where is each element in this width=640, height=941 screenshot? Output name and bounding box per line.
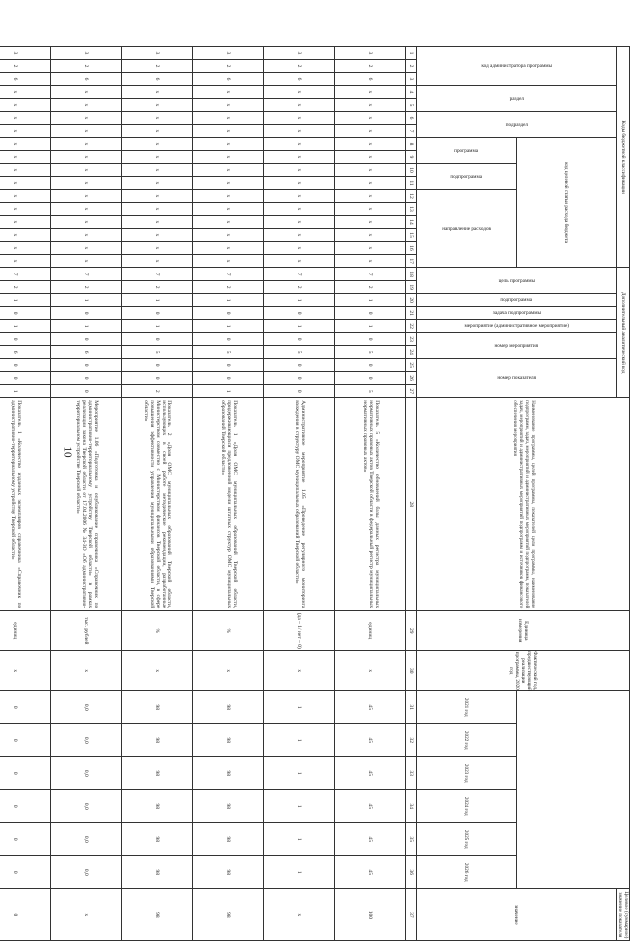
table-row [0,47,51,941]
header-kcsr-programma: программа [417,138,517,164]
table-row [335,47,406,941]
code-cell: x [193,125,264,138]
code-cell: 1 [122,320,193,333]
code-cell: x [122,190,193,203]
column-number: 22 [406,320,417,333]
year-value: 98 [193,790,264,823]
code-cell: x [335,177,406,190]
row-target: 98 [193,889,264,941]
code-cell: x [193,203,264,216]
code-cell: x [122,86,193,99]
column-number: 26 [406,372,417,385]
year-value: 0 [0,691,51,724]
column-number: 21 [406,307,417,320]
code-cell: 3 [122,47,193,60]
code-cell: 0 [264,359,335,372]
code-cell: 0 [122,307,193,320]
code-cell: x [51,177,122,190]
column-number: 27 [406,385,417,398]
column-number: 29 [406,611,417,651]
column-number: 28 [406,398,417,611]
code-cell: 2 [193,281,264,294]
code-cell: 2 [51,281,122,294]
header-meropriyatie: мероприятие (административное мероприятие) [417,320,617,333]
code-cell: 2 [335,281,406,294]
column-number: 13 [406,203,417,216]
year-value: 0,0 [51,790,122,823]
code-cell: x [264,255,335,268]
code-cell: x [335,86,406,99]
row-unit: единиц [0,611,51,651]
code-cell: x [264,125,335,138]
code-cell: 0 [51,307,122,320]
code-cell: 0 [0,307,51,320]
code-cell: x [264,242,335,255]
header-unit: Единица измерения [417,611,630,651]
code-cell: 0 [51,359,122,372]
year-value: 0 [0,823,51,856]
column-number: 17 [406,255,417,268]
year-value: 98 [122,724,193,757]
code-cell: x [122,125,193,138]
code-cell: 6 [0,346,51,359]
year-value: 98 [193,757,264,790]
code-cell: 5 [335,385,406,398]
header-target-value: значение [417,889,617,941]
code-cell: 6 [193,73,264,86]
year-value: 1 [264,691,335,724]
code-cell: x [193,242,264,255]
column-number: 6 [406,112,417,125]
code-cell: 0 [122,359,193,372]
code-cell: x [51,138,122,151]
column-number: 3 [406,73,417,86]
code-cell: x [122,99,193,112]
code-cell: x [264,112,335,125]
code-cell: x [193,86,264,99]
code-cell: 6 [122,73,193,86]
code-cell: 0 [335,372,406,385]
code-cell: 6 [335,73,406,86]
code-cell: x [122,177,193,190]
code-cell: x [335,138,406,151]
header-target-group: Целевое (суммарное) значение показателя [617,889,630,941]
code-cell: 1 [193,294,264,307]
column-number: 25 [406,359,417,372]
code-cell: x [51,229,122,242]
code-cell: x [0,164,51,177]
code-cell: x [0,203,51,216]
year-value: 1 [264,724,335,757]
code-cell: 7 [51,268,122,281]
code-cell: x [0,125,51,138]
code-cell: x [0,112,51,125]
code-cell: 3 [193,47,264,60]
code-cell: 5 [264,346,335,359]
code-cell: 0 [264,385,335,398]
code-cell: x [335,216,406,229]
year-value: 0 [0,757,51,790]
table-row [122,47,193,941]
code-cell: 6 [0,73,51,86]
column-number: 11 [406,177,417,190]
column-number: 18 [406,268,417,281]
code-cell: x [335,164,406,177]
row-target: 98 [122,889,193,941]
column-number: 32 [406,724,417,757]
code-cell: 3 [335,47,406,60]
code-cell: x [51,99,122,112]
header-zadacha: задача подпрограммы [417,307,617,320]
code-cell: x [51,216,122,229]
header-nomer-meropr: номер мероприятия [417,333,617,359]
year-value: 0 [0,790,51,823]
code-cell: 1 [0,294,51,307]
code-cell: 0 [193,359,264,372]
code-cell: x [335,151,406,164]
row-fact: x [264,651,335,691]
header-year-2022: 2022 год [417,724,517,757]
row-fact: x [51,651,122,691]
row-fact: x [335,651,406,691]
code-cell: x [122,255,193,268]
code-cell: x [264,216,335,229]
row-fact: x [193,651,264,691]
code-cell: 2 [264,281,335,294]
code-cell: 7 [264,268,335,281]
year-value: 98 [193,856,264,889]
year-value: 1 [264,790,335,823]
header-budget-codes: Коды бюджетной классификации [617,47,630,268]
code-cell: x [0,86,51,99]
code-cell: 1 [193,320,264,333]
code-cell: x [122,138,193,151]
column-number: 16 [406,242,417,255]
header-name: Наименование программы, целей программы, показателей цели программы, наименование подпрограмм, задач, мероприятий и административных мероприятий подпрограмм, показателей задач, мероприятий и административных мероприятий подпрограмм и источников финансового обеспечения мероприятия [417,398,630,611]
year-value: 0 [0,856,51,889]
code-cell: 6 [51,73,122,86]
year-value: 0,0 [51,724,122,757]
code-cell: x [51,151,122,164]
row-name: Показатель 1 «Доля ОМС муниципальных образований Тверской области, придерживающихся предложенной модели штатных структур ОМС муниципальных образований Тверской области» [193,398,264,611]
code-cell: x [264,151,335,164]
column-number-row [406,47,417,941]
row-name: Показатель 2 «Доля ОМС муниципальных образований Тверской области, использующих в своей работе методические рекомендации, разработанные Министерством совместно с Министерством финансов Тверской области, в сфере повышения эффективности управления муниципальными образованиями Тверской области» [122,398,193,611]
code-cell: x [122,216,193,229]
year-value: 98 [193,691,264,724]
column-number: 12 [406,190,417,203]
code-cell: x [51,190,122,203]
code-cell: 5 [335,346,406,359]
header-year-2026: 2026 год [417,856,517,889]
code-cell: x [193,164,264,177]
year-value: 1 [264,856,335,889]
code-cell: 1 [0,320,51,333]
code-cell: x [0,216,51,229]
code-cell: 5 [122,346,193,359]
page-number: 10 [61,446,74,458]
code-cell: x [264,229,335,242]
code-cell: x [335,229,406,242]
code-cell: x [193,190,264,203]
code-cell: 0 [122,333,193,346]
header-year-2023: 2023 год [417,757,517,790]
code-cell: 7 [193,268,264,281]
code-cell: x [51,112,122,125]
code-cell: 2 [0,281,51,294]
code-cell: 1 [0,385,51,398]
document-sheet [10,46,630,939]
code-cell: 0 [0,333,51,346]
code-cell: 1 [335,294,406,307]
code-cell: x [335,242,406,255]
column-number: 30 [406,651,417,691]
header-podrazdel: подраздел [417,112,617,138]
header-fact-year: Фактический год, предшествующий реализации программы, 2020 год [417,651,630,691]
year-value: 0 [0,724,51,757]
column-number: 14 [406,216,417,229]
code-cell: x [51,242,122,255]
code-cell: 2 [335,60,406,73]
code-cell: x [193,177,264,190]
year-value: 98 [122,790,193,823]
code-cell: 0 [51,372,122,385]
code-cell: 2 [0,60,51,73]
code-cell: 0 [51,385,122,398]
code-cell: 2 [122,60,193,73]
year-value: 0,0 [51,757,122,790]
code-cell: x [264,86,335,99]
row-unit: % [122,611,193,651]
code-cell: x [51,86,122,99]
header-kcsr-podprogramma: подпрограмма [417,164,517,190]
table-row [193,47,264,941]
column-number: 7 [406,125,417,138]
code-cell: x [0,138,51,151]
code-cell: x [0,255,51,268]
code-cell: 0 [193,372,264,385]
code-cell: 3 [264,47,335,60]
code-cell: 5 [193,346,264,359]
year-value: 98 [122,856,193,889]
year-value: 45 [335,757,406,790]
year-value: 0,0 [51,823,122,856]
column-number: 20 [406,294,417,307]
code-cell: x [0,242,51,255]
year-value: 1 [264,823,335,856]
header-nomer-pok: номер показателя [417,359,617,398]
row-fact: x [122,651,193,691]
code-cell: x [264,203,335,216]
year-value: 98 [122,823,193,856]
code-cell: x [0,177,51,190]
code-cell: x [0,190,51,203]
code-cell: 7 [335,268,406,281]
code-cell: x [193,99,264,112]
code-cell: x [264,99,335,112]
header-kcsr: код целевой статьи расхода бюджета [517,138,617,268]
code-cell: x [51,164,122,177]
code-cell: 2 [51,60,122,73]
code-cell: 1 [122,294,193,307]
code-cell: 3 [0,47,51,60]
code-cell: 2 [264,60,335,73]
column-number: 33 [406,757,417,790]
row-target: 0 [0,889,51,941]
year-value: 45 [335,790,406,823]
code-cell: 2 [122,385,193,398]
code-cell: x [122,151,193,164]
header-years-group [517,691,630,889]
code-cell: x [264,190,335,203]
code-cell: 0 [335,359,406,372]
code-cell: 0 [264,333,335,346]
code-cell: x [335,112,406,125]
year-value: 45 [335,823,406,856]
code-cell: x [0,151,51,164]
header-year-2025: 2025 год [417,823,517,856]
code-cell: x [193,138,264,151]
year-value: 45 [335,691,406,724]
column-number: 31 [406,691,417,724]
code-cell: x [193,229,264,242]
row-name: Показатель 1 «Количество изданных экземпляров справочника «Справочник по административно-территориальному устройству Тверской области» [0,398,51,611]
header-razdel: раздел [417,86,617,112]
column-number: 8 [406,138,417,151]
column-number: 10 [406,164,417,177]
year-value: 98 [122,691,193,724]
column-number: 19 [406,281,417,294]
code-cell: 0 [264,372,335,385]
code-cell: 6 [264,73,335,86]
code-cell: 0 [51,333,122,346]
code-cell: 7 [122,268,193,281]
code-cell: 1 [51,320,122,333]
row-unit: единиц [335,611,406,651]
code-cell: 1 [264,294,335,307]
row-target: x [264,889,335,941]
year-value: 98 [122,757,193,790]
row-name: Показатель 5 «Количество обновлений базы данных регистра муниципальных нормативных правовых актов Тверской области в федеральный регистр муниципальных нормативных правовых актов» [335,398,406,611]
code-cell: 1 [335,320,406,333]
column-number: 24 [406,346,417,359]
code-cell: 0 [193,333,264,346]
column-number: 4 [406,86,417,99]
column-number: 36 [406,856,417,889]
code-cell: x [335,125,406,138]
code-cell: x [264,177,335,190]
code-cell: 2 [193,60,264,73]
column-number: 5 [406,99,417,112]
code-cell: 0 [335,333,406,346]
code-cell: x [122,112,193,125]
code-cell: x [122,242,193,255]
table-row [51,47,122,941]
header-programma: цель программы [417,268,617,294]
header-year-2024: 2024 год [417,790,517,823]
code-cell: 0 [122,372,193,385]
code-cell: 6 [51,346,122,359]
code-cell: 7 [0,268,51,281]
column-number: 1 [406,47,417,60]
code-cell: x [335,190,406,203]
code-cell: 3 [51,47,122,60]
column-number: 15 [406,229,417,242]
table-row [264,47,335,941]
column-number: 35 [406,823,417,856]
code-cell: x [335,99,406,112]
code-cell: 1 [193,385,264,398]
year-value: 0,0 [51,691,122,724]
code-cell: x [335,203,406,216]
column-number: 34 [406,790,417,823]
code-cell: x [193,216,264,229]
code-cell: 2 [122,281,193,294]
row-unit: тыс. рублей [51,611,122,651]
code-cell: x [0,229,51,242]
code-cell: x [51,255,122,268]
year-value: 45 [335,856,406,889]
row-target: 100 [335,889,406,941]
code-cell: 0 [193,307,264,320]
row-name: Мероприятие 1.06 «Подготовка и опубликование справочника «Справочник по административно-территориальному устройству Тверской области» в рамках реализации закона Тверской области от 17.04.2006 № 34-ЗО «Об административно-территориальном устройстве Тверской области» [51,398,122,611]
code-cell: 0 [264,307,335,320]
code-cell: x [122,229,193,242]
code-cell: x [193,151,264,164]
code-cell: 0 [335,307,406,320]
code-cell: 0 [0,372,51,385]
code-cell: 1 [51,294,122,307]
code-cell: 0 [0,359,51,372]
header-extra-code: Дополнительный аналитический код [617,268,630,398]
row-unit: % [193,611,264,651]
row-unit: (да – 1/ нет – 0) [264,611,335,651]
header-podprogramma: подпрограмма [417,294,617,307]
column-number: 37 [406,889,417,941]
code-cell: x [122,203,193,216]
header-kcsr-napravlenie: направление расходов [417,190,517,268]
indicator-table [0,46,630,941]
code-cell: x [193,255,264,268]
row-fact: x [0,651,51,691]
year-value: 1 [264,757,335,790]
column-number: 9 [406,151,417,164]
code-cell: x [335,255,406,268]
code-cell: 1 [264,320,335,333]
code-cell: x [51,125,122,138]
code-cell: x [0,99,51,112]
code-cell: x [122,164,193,177]
column-number: 23 [406,333,417,346]
code-cell: x [193,112,264,125]
code-cell: x [51,203,122,216]
header-year-2021: 2021 год [417,691,517,724]
column-number: 2 [406,60,417,73]
code-cell: x [264,164,335,177]
year-value: 98 [193,823,264,856]
row-target: x [51,889,122,941]
year-value: 98 [193,724,264,757]
header-admin-code: код администратора программы [417,47,617,86]
rotated-table-container [10,46,630,939]
row-name: Административное мероприятие 1.05 «Проведение регулярного мониторинга вхождения в структуру ОМС муниципальных образований Тверской области» [264,398,335,611]
code-cell: x [264,138,335,151]
year-value: 0,0 [51,856,122,889]
year-value: 45 [335,724,406,757]
